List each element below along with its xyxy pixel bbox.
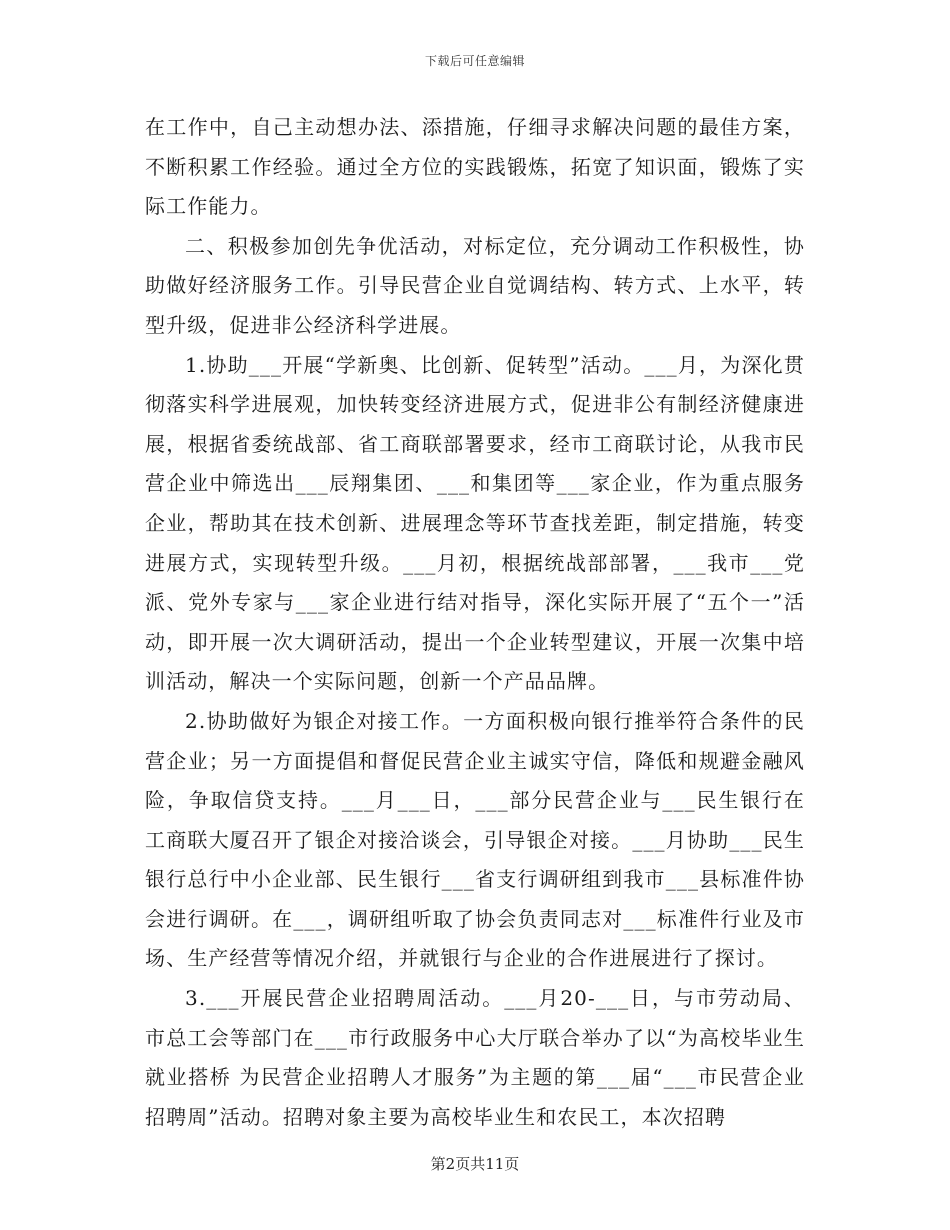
page-number: 第2页共11页 xyxy=(430,1155,520,1173)
paragraph-1: 在工作中，自己主动想办法、添措施，仔细寻求解决问题的最佳方案，不断积累工作经验。通过全方位的实践锻炼，拓宽了知识面，锻炼了实际工作能力。 xyxy=(145,115,805,219)
paragraph-3: 1.协助___开展“学新奥、比创新、促转型”活动。___月，为深化贯彻落实科学进展观，加快转变经济进展方式，促进非公有制经济健康进展，根据省委统战部、省工商联部署要求，经市工商联讨论，从我市民营企业中筛选出___辰翔集团、___和集团等___家企业，作为重点服务企业，帮助其在技术创新、进展理念等环节查找差距，制定措施，转变进展方式，实现转型升级。___月初，根据统战部部署，___我市___党派、党外专家与___家企业进行结对指导，深化实际开展了“五个一”活动，即开展一次大调研活动，提出一个企业转型建议，开展一次集中培训活动，解决一个实际问题，创新一个产品品牌。 xyxy=(145,352,805,694)
paragraph-4: 2.协助做好为银企对接工作。一方面积极向银行推举符合条件的民营企业；另一方面提倡和督促民营企业主诚实守信，降低和规避金融风险，争取信贷支持。___月___日，___部分民营企业与___民生银行在工商联大厦召开了银企对接洽谈会，引导银企对接。___月协助___民生银行总行中小企业部、民生银行___省支行调研组到我市___县标准件协会进行调研。在___，调研组听取了协会负责同志对___标准件行业及市场、生产经营等情况介绍，并就银行与企业的合作进展进行了探讨。 xyxy=(145,708,805,971)
paragraph-2: 二、积极参加创先争优活动，对标定位，充分调动工作积极性，协助做好经济服务工作。引导民营企业自觉调结构、转方式、上水平，转型升级，促进非公经济科学进展。 xyxy=(145,233,805,337)
paragraph-5: 3.___开展民营企业招聘周活动。___月20-___日，与市劳动局、市总工会等部门在___市行政服务中心大厅联合举办了以“为高校毕业生就业搭桥 为民营企业招聘人才服务”为主题的第___届“___市民营企业招聘周”活动。招聘对象主要为高校毕业生和农民工，本次招聘 xyxy=(145,986,805,1129)
page-header: 下载后可任意编辑 xyxy=(424,54,525,68)
document-body xyxy=(145,108,805,1137)
